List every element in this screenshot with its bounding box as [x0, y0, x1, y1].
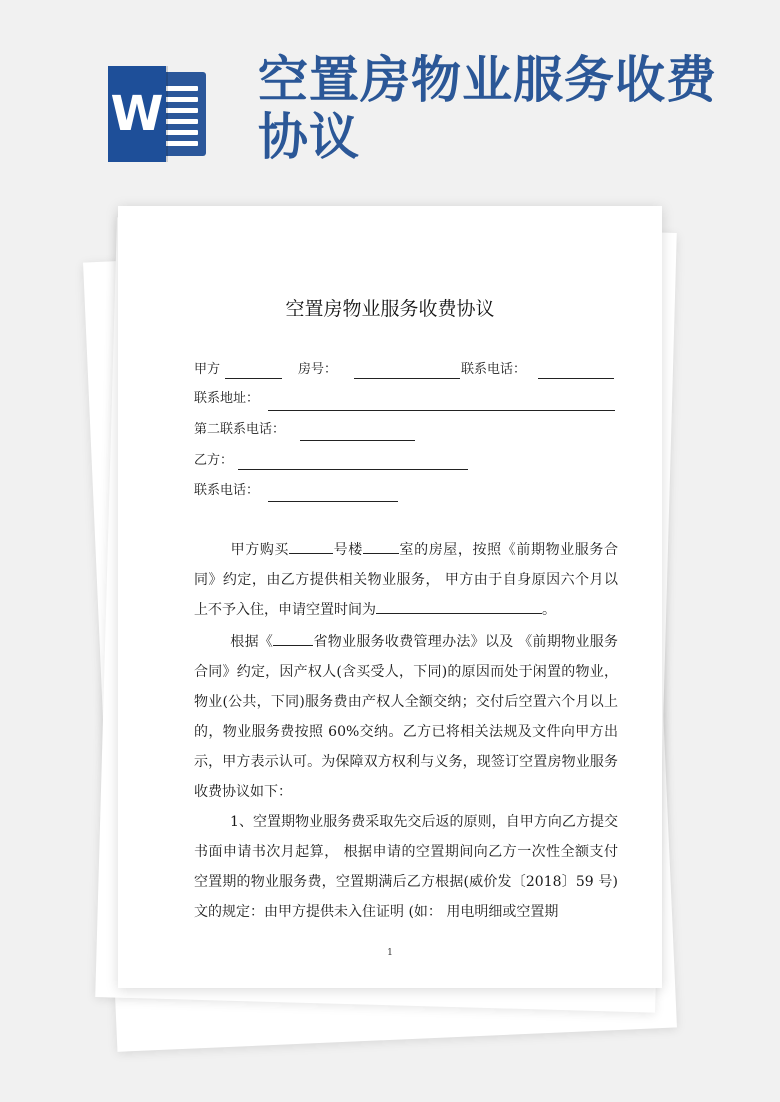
page-number: 1: [387, 948, 393, 958]
phone-b-blank: [268, 501, 398, 502]
document-title: 空置房物业服务收费协议: [285, 298, 495, 320]
second-phone-label: 第二联系电话：: [194, 422, 286, 437]
paragraph-2: 根据《 省物业服务收费管理办法》以及 《前期物业服务合同》约定，因产权人(含买受人，下同)的原因而处于闲置的物业，物业(公共，下同)服务费由产权人全额交纳；交付后空置六个月以上的，物业服务费按照 60%交纳。乙方已将相关法规及文件向甲方出示，甲方表示认可。为保障双方权利与义务，现签订空置房物业服务收费协议如下：: [194, 627, 618, 807]
phone-label: 联系电话：: [461, 362, 527, 377]
address-label: 联系地址：: [194, 391, 260, 406]
room-number-label: 房号：: [298, 362, 338, 377]
second-phone-blank: [300, 440, 415, 441]
party-a-label: 甲方: [194, 362, 221, 377]
vacancy-period-blank: [376, 599, 542, 614]
phone-blank: [538, 378, 614, 379]
paragraph-1: 甲方购买 号楼 室的房屋，按照《前期物业服务合同》约定，由乙方提供相关物业服务， 甲方由于自身原因六个月以上不予入住，申请空置时间为 。: [194, 535, 618, 625]
party-a-blank: [225, 378, 282, 379]
paragraph-3: 1、空置期物业服务费采取先交后返的原则，自甲方向乙方提交书面申请书次月起算， 根据申请的空置期间向乙方一次性全额支付空置期的物业服务费，空置期满后乙方根据(威价发〔2018〕59 号)文的规定：由甲方提供未入住证明 (如： 用电明细或空置期: [194, 814, 618, 920]
room-number-blank: [354, 378, 460, 379]
room-blank: [363, 539, 399, 554]
province-blank: [273, 631, 313, 646]
building-blank: [289, 539, 333, 554]
word-letter: W: [108, 66, 166, 162]
word-icon: [108, 66, 208, 162]
address-blank: [268, 410, 615, 411]
phone-b-label: 联系电话：: [194, 483, 260, 498]
document-page: [118, 206, 662, 988]
party-b-blank: [238, 469, 468, 470]
banner-title: 空置房物业服务收费协议: [258, 51, 717, 166]
party-b-label: 乙方：: [194, 453, 234, 468]
